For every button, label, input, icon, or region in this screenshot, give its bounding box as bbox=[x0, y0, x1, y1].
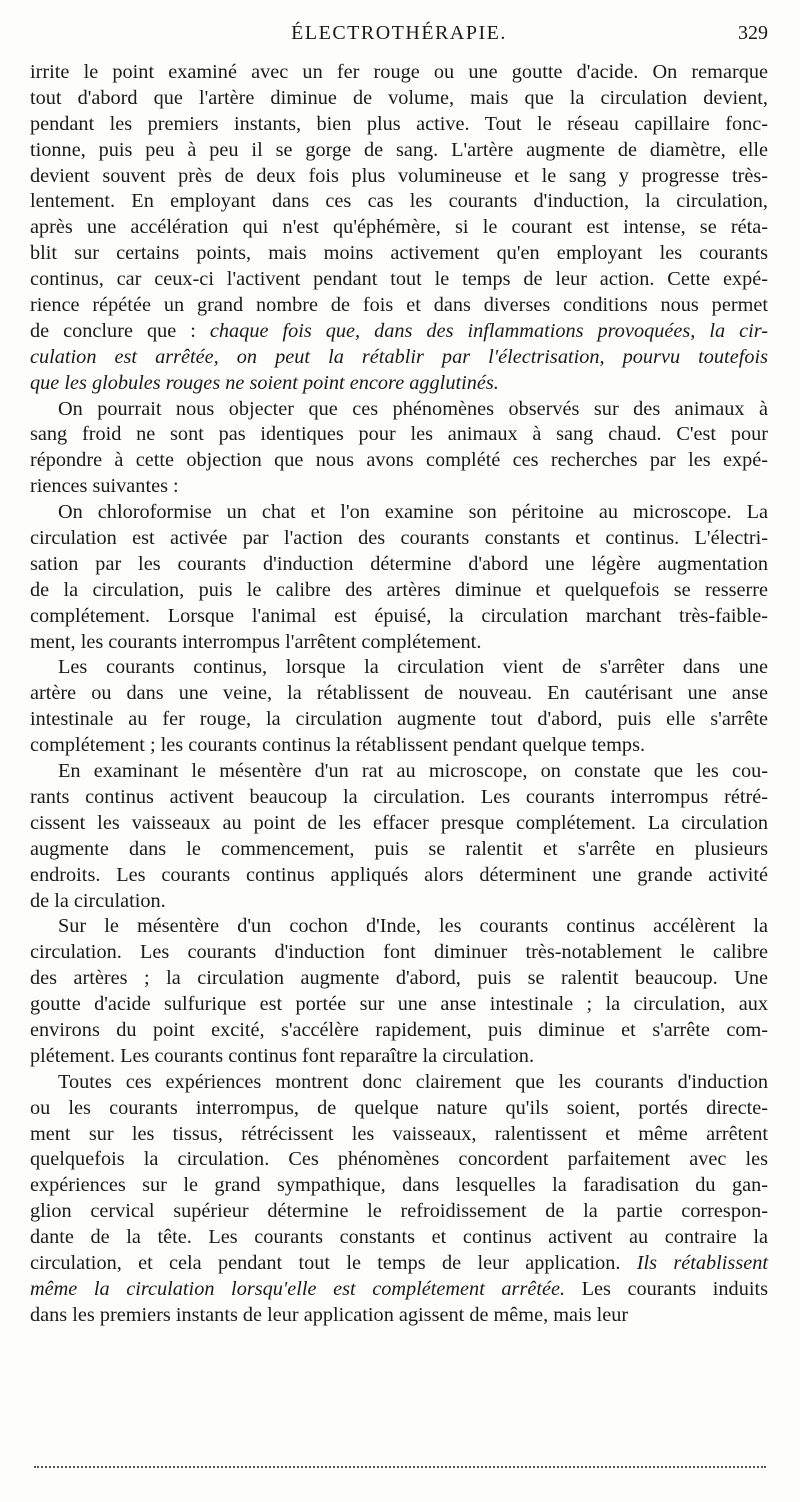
text-line bbox=[30, 837, 768, 863]
text-line bbox=[30, 552, 768, 578]
text-line bbox=[30, 215, 768, 241]
text-line bbox=[30, 759, 768, 785]
text-line bbox=[30, 267, 768, 293]
running-title: ÉLECTROTHÉRAPIE. bbox=[291, 22, 507, 44]
text-line bbox=[30, 578, 768, 604]
text-line bbox=[30, 371, 768, 397]
line-text: de la circulation. bbox=[30, 889, 166, 912]
line-text: sation par les courants d'induction détermine d'abord une légère augmentation bbox=[30, 552, 768, 575]
paragraph bbox=[30, 397, 768, 501]
text-line bbox=[30, 526, 768, 552]
line-text: irrite le point examiné avec un fer rouge ou une goutte d'acide. On remarque bbox=[30, 61, 768, 83]
line-text: circulation. Les courants d'induction font diminuer très-notablement le calibre bbox=[30, 941, 768, 964]
line-text: sang froid ne sont pas identiques pour les animaux à sang chaud. C'est pour bbox=[30, 423, 768, 446]
text-line bbox=[30, 1225, 768, 1251]
text-line bbox=[30, 112, 768, 138]
text-line bbox=[30, 397, 768, 423]
text-line bbox=[30, 604, 768, 630]
line-text: cissent les vaisseaux au point de les effacer presque complétement. La circulation bbox=[30, 811, 768, 834]
text-line bbox=[30, 655, 768, 681]
paragraph bbox=[30, 500, 768, 655]
text-line bbox=[30, 863, 768, 889]
text-line bbox=[30, 992, 768, 1018]
text-line bbox=[30, 241, 768, 267]
line-text: pendant les premiers instants, bien plus active. Tout le réseau capillaire fonc- bbox=[30, 112, 768, 135]
line-italic-text: même la circulation lorsqu'elle est complétement arrêtée. bbox=[30, 1277, 566, 1300]
line-text: de la circulation, puis le calibre des artères diminue et quelquefois se resserre bbox=[30, 578, 768, 601]
line-text: circulation est activée par l'action des courants constants et continus. L'électri- bbox=[30, 527, 768, 550]
text-line bbox=[30, 1070, 768, 1096]
text-line bbox=[30, 1199, 768, 1225]
line-text: augmente dans le commencement, puis se ralentit et s'arrête en plusieurs bbox=[30, 837, 768, 860]
line-text: environs du point excité, s'accélère rapidement, puis diminue et s'arrête com- bbox=[30, 1018, 768, 1041]
paragraph bbox=[30, 914, 768, 1069]
line-text: répondre à cette objection que nous avons complété ces recherches par les expé- bbox=[30, 449, 768, 472]
text-line bbox=[30, 448, 768, 474]
line-text: Les courants continus, lorsque la circulation vient de s'arrêter dans une bbox=[58, 656, 768, 679]
text-line bbox=[30, 1018, 768, 1044]
paragraph bbox=[30, 759, 768, 914]
line-text: plétement. Les courants continus font reparaître la circulation. bbox=[30, 1044, 535, 1067]
text-line bbox=[30, 889, 768, 915]
text-line bbox=[30, 707, 768, 733]
text-line bbox=[30, 138, 768, 164]
text-line bbox=[30, 630, 768, 656]
text-line bbox=[30, 811, 768, 837]
line-text: circulation, et cela pendant tout le temps de leur application. bbox=[30, 1251, 637, 1274]
line-text: tout d'abord que l'artère diminue de volume, mais que la circulation devient, bbox=[30, 86, 768, 109]
text-line bbox=[30, 914, 768, 940]
line-text: riences suivantes : bbox=[30, 475, 179, 498]
line-text: complétement ; les courants continus la rétablissent pendant quelque temps. bbox=[30, 734, 646, 757]
line-italic-text: Ils rétablissent bbox=[636, 1251, 768, 1274]
text-line bbox=[30, 189, 768, 215]
text-line bbox=[30, 1277, 768, 1303]
line-text: endroits. Les courants continus appliqués alors déterminent une grande activité bbox=[30, 863, 768, 886]
line-text: En examinant le mésentère d'un rat au microscope, on constate que les cou- bbox=[58, 760, 768, 783]
paragraph bbox=[30, 655, 768, 759]
text-line bbox=[30, 293, 768, 319]
line-text: goutte d'acide sulfurique est portée sur une anse intestinale ; la circulation, aux bbox=[30, 993, 768, 1016]
text-line bbox=[30, 1096, 768, 1122]
line-text: ment sur les tissus, rétrécissent les vaisseaux, ralentissent et même arrêtent bbox=[30, 1122, 768, 1145]
text-line bbox=[30, 345, 768, 371]
line-text: rience répétée un grand nombre de fois et dans diverses conditions nous permet bbox=[30, 294, 768, 317]
text-line bbox=[30, 1173, 768, 1199]
text-line bbox=[30, 422, 768, 448]
text-line bbox=[30, 1044, 768, 1070]
line-text: tionne, puis peu à peu il se gorge de sang. L'artère augmente de diamètre, elle bbox=[30, 138, 768, 161]
line-text: On chloroformise un chat et l'on examine son péritoine au microscope. La bbox=[58, 501, 768, 524]
line-text: dante de la tête. Les courants constants et continus activent au contraire la bbox=[30, 1226, 768, 1249]
text-line bbox=[30, 940, 768, 966]
line-text: devient souvent près de deux fois plus volumineuse et le sang y progresse très- bbox=[30, 164, 768, 187]
footer-dotted-rule bbox=[34, 1466, 766, 1468]
text-line bbox=[30, 60, 768, 86]
text-line bbox=[30, 319, 768, 345]
line-text: rants continus activent beaucoup la circulation. Les courants interrompus rétré- bbox=[30, 785, 768, 808]
line-text: lentement. En employant dans ces cas les courants d'induction, la circulation, bbox=[30, 190, 768, 213]
line-text: ou les courants interrompus, de quelque nature qu'ils soient, portés directe- bbox=[30, 1096, 768, 1119]
text-line bbox=[30, 86, 768, 112]
line-text: Les courants induits bbox=[565, 1277, 768, 1300]
line-text: dans les premiers instants de leur application agissent de même, mais leur bbox=[30, 1303, 629, 1326]
text-line bbox=[30, 500, 768, 526]
line-text: On pourrait nous objecter que ces phénomènes observés sur des animaux à bbox=[58, 397, 768, 420]
text-line bbox=[30, 474, 768, 500]
paragraph bbox=[30, 60, 768, 397]
body-text bbox=[30, 60, 768, 1329]
line-text: Sur le mésentère d'un cochon d'Inde, les courants continus accélèrent la bbox=[58, 915, 768, 938]
line-text: ment, les courants interrompus l'arrêtent complétement. bbox=[30, 630, 482, 653]
text-line bbox=[30, 681, 768, 707]
page-header bbox=[30, 22, 768, 52]
line-text: intestinale au fer rouge, la circulation augmente tout d'abord, puis elle s'arrête bbox=[30, 708, 768, 731]
text-line bbox=[30, 1251, 768, 1277]
text-line bbox=[30, 1303, 768, 1329]
line-text: des artères ; la circulation augmente d'abord, puis se ralentit beaucoup. Une bbox=[30, 967, 768, 990]
line-italic-text: chaque fois que, dans des inflammations provoquées, la cir- bbox=[209, 319, 768, 342]
line-italic-text: culation est arrêtée, on peut la rétablir par l'électrisation, pourvu toutefois bbox=[30, 345, 768, 368]
text-line bbox=[30, 733, 768, 759]
text-line bbox=[30, 164, 768, 190]
line-text: blit sur certains points, mais moins activement qu'en employant les courants bbox=[30, 242, 768, 265]
line-text: expériences sur le grand sympathique, dans lesquelles la faradisation du gan- bbox=[30, 1174, 768, 1197]
line-text: glion cervical supérieur détermine le refroidissement de la partie correspon- bbox=[30, 1200, 768, 1223]
text-line bbox=[30, 1122, 768, 1148]
text-line bbox=[30, 785, 768, 811]
line-italic-text: que les globules rouges ne soient point encore agglutinés. bbox=[30, 371, 499, 394]
line-text: continus, car ceux-ci l'activent pendant tout le temps de leur action. Cette expé- bbox=[30, 268, 768, 291]
line-text: après une accélération qui n'est qu'éphémère, si le courant est intense, se réta- bbox=[30, 216, 768, 239]
page-number: 329 bbox=[738, 22, 768, 44]
line-text: Toutes ces expériences montrent donc clairement que les courants d'induction bbox=[58, 1070, 768, 1093]
paragraph bbox=[30, 1070, 768, 1329]
text-line bbox=[30, 966, 768, 992]
line-text: complétement. Lorsque l'animal est épuisé, la circulation marchant très-faible- bbox=[30, 604, 768, 627]
line-text: quelquefois la circulation. Ces phénomènes concordent parfaitement avec les bbox=[30, 1148, 768, 1171]
line-text: de conclure que : bbox=[30, 319, 210, 342]
text-line bbox=[30, 1147, 768, 1173]
line-text: artère ou dans une veine, la rétablissent de nouveau. En cautérisant une anse bbox=[30, 682, 768, 705]
